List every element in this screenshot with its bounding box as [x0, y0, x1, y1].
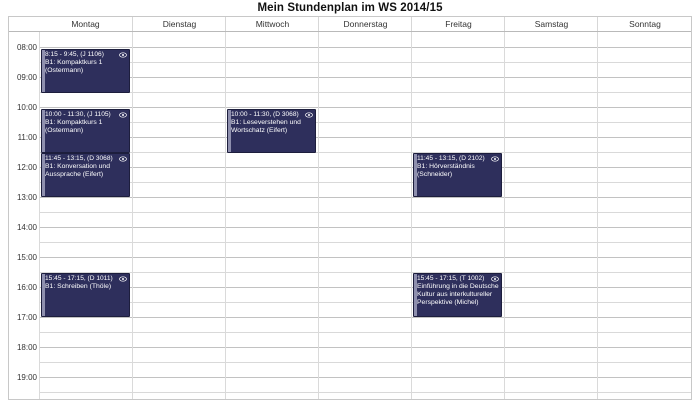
- page-title: Mein Stundenplan im WS 2014/15: [257, 2, 443, 14]
- time-label-1900: 19:00: [16, 373, 37, 382]
- halfline-1830: [39, 362, 691, 363]
- event-title: B1: Leseverstehen und Wortschatz (Eifert): [231, 119, 301, 135]
- halfline-1130: [39, 152, 691, 153]
- event-montag-schreiben[interactable]: [41, 273, 130, 317]
- time-label-0800: 08:00: [16, 43, 37, 52]
- hourline-1500: [39, 257, 691, 258]
- event-time-room: 11:45 - 13:15, (D 3068): [45, 155, 113, 162]
- event-mittwoch-leseverstehen-wortschatz[interactable]: [227, 109, 316, 153]
- eye-icon[interactable]: [119, 51, 127, 59]
- colline-freitag: [411, 32, 412, 399]
- hourline-0900: [39, 77, 691, 78]
- halfline-1930: [39, 392, 691, 393]
- colline-samstag: [504, 32, 505, 399]
- eye-icon[interactable]: [119, 111, 127, 119]
- event-time-room: 10:00 - 11:30, (D 3068): [231, 111, 299, 118]
- event-time-room: 15:45 - 17:15, (D 1011): [45, 275, 113, 282]
- hourline-1200: [39, 167, 691, 168]
- hourline-1300: [39, 197, 691, 198]
- day-header-sonntag[interactable]: Sonntag: [597, 17, 692, 31]
- eye-icon[interactable]: [119, 155, 127, 163]
- event-time-room: 8:15 - 9:45, (J 1106): [45, 51, 104, 58]
- calendar-grid: [8, 16, 692, 400]
- day-header-mittwoch[interactable]: Mittwoch: [225, 17, 319, 31]
- halfline-1030: [39, 122, 691, 123]
- hourline-1900: [39, 377, 691, 378]
- event-freitag-hoerverstaendnis[interactable]: [413, 153, 502, 197]
- halfline-1330: [39, 212, 691, 213]
- colline-donnerstag: [318, 32, 319, 399]
- event-title: Einführung in die Deutsche Kultur aus interkultureller Perspektive (Michel): [417, 283, 499, 307]
- time-label-1000: 10:00: [16, 103, 37, 112]
- time-label-1300: 13:00: [16, 193, 37, 202]
- event-title: B1: Kompaktkurs 1 (Ostermann): [45, 59, 103, 75]
- event-accent-stripe: [42, 154, 45, 196]
- event-accent-stripe: [42, 110, 45, 152]
- hourline-1100: [39, 137, 691, 138]
- time-label-1700: 17:00: [16, 313, 37, 322]
- eye-icon[interactable]: [491, 155, 499, 163]
- event-montag-kompaktkurs-1-late-morning[interactable]: [41, 109, 130, 153]
- time-label-0900: 09:00: [16, 73, 37, 82]
- eye-icon[interactable]: [305, 111, 313, 119]
- event-montag-konversation-aussprache[interactable]: [41, 153, 130, 197]
- day-header-montag[interactable]: Montag: [71, 19, 100, 29]
- halfline-1730: [39, 332, 691, 333]
- hourline-1600: [39, 287, 691, 288]
- event-montag-kompaktkurs-1-morning[interactable]: [41, 49, 130, 93]
- event-accent-stripe: [414, 154, 417, 196]
- time-gutter: [9, 32, 39, 399]
- event-accent-stripe: [42, 274, 45, 316]
- event-title: B1: Konversation und Aussprache (Eifert): [45, 163, 110, 179]
- time-label-1100: 11:00: [17, 133, 37, 142]
- event-time-room: 11:45 - 13:15, (D 2102): [417, 155, 485, 162]
- colline-sonntag: [597, 32, 598, 399]
- calendar-body: [9, 32, 691, 399]
- day-header-row: [9, 17, 691, 32]
- halfline-0830: [39, 62, 691, 63]
- time-label-1400: 14:00: [16, 223, 37, 232]
- hourline-1700: [39, 317, 691, 318]
- event-title: B1: Schreiben (Thöle): [45, 283, 112, 290]
- hourline-1800: [39, 347, 691, 348]
- time-label-1600: 16:00: [16, 283, 37, 292]
- event-freitag-einfuehrung-deutsche-kultur[interactable]: [413, 273, 502, 317]
- hourline-1400: [39, 227, 691, 228]
- halfline-1630: [39, 302, 691, 303]
- colline-montag: [39, 32, 40, 399]
- time-label-1800: 18:00: [16, 343, 37, 352]
- event-title: B1: Hörverständnis (Schneider): [417, 163, 475, 179]
- halfline-1230: [39, 182, 691, 183]
- day-header-dienstag[interactable]: Dienstag: [132, 17, 226, 31]
- event-accent-stripe: [414, 274, 417, 316]
- time-label-1500: 15:00: [16, 253, 37, 262]
- eye-icon[interactable]: [491, 275, 499, 283]
- event-time-room: 15:45 - 17:15, (T 1002): [417, 275, 485, 282]
- colline-mittwoch: [225, 32, 226, 399]
- event-time-room: 10:00 - 11:30, (J 1105): [45, 111, 111, 118]
- day-header-freitag[interactable]: Freitag: [411, 17, 505, 31]
- halfline-1430: [39, 242, 691, 243]
- day-header-donnerstag[interactable]: Donnerstag: [318, 17, 412, 31]
- halfline-1530: [39, 272, 691, 273]
- eye-icon[interactable]: [119, 275, 127, 283]
- event-accent-stripe: [42, 50, 45, 92]
- day-header-samstag[interactable]: Samstag: [504, 17, 598, 31]
- halfline-0930: [39, 92, 691, 93]
- event-title: B1: Kompaktkurs 1 (Ostermann): [45, 119, 103, 135]
- event-accent-stripe: [228, 110, 231, 152]
- time-label-1200: 12:00: [16, 163, 37, 172]
- colline-dienstag: [132, 32, 133, 399]
- hourline-1000: [39, 107, 691, 108]
- hourline-0800: [39, 47, 691, 48]
